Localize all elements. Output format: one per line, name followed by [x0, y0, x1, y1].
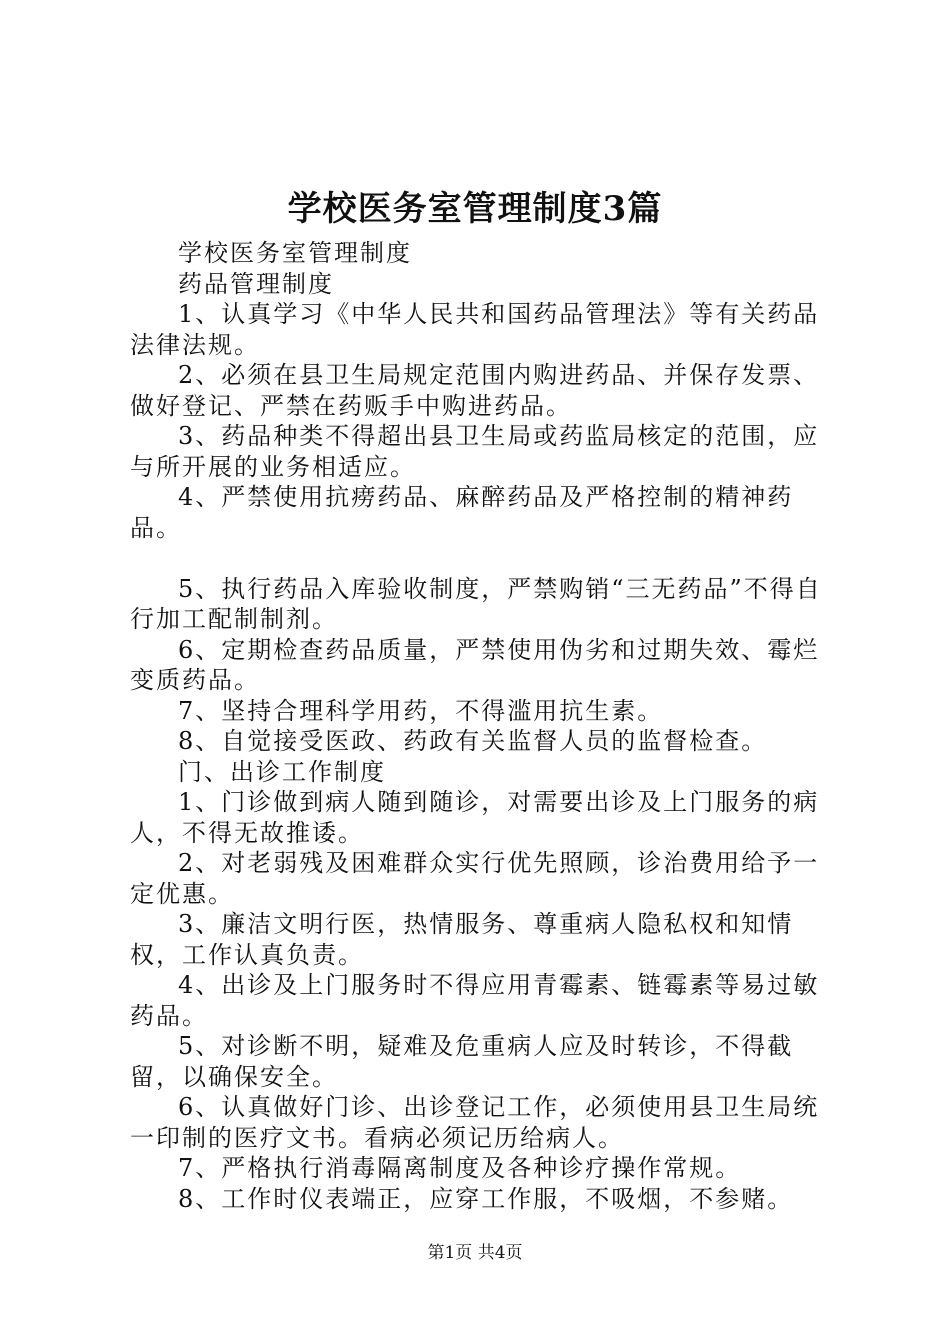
rule-item: 8、工作时仪表端正，应穿工作服，不吸烟，不参赌。	[178, 1184, 794, 1213]
rule-item: 5、执行药品入库验收制度，严禁购销“三无药品”不得自行加工配制制剂。	[130, 574, 822, 633]
rule-item: 3、药品种类不得超出县卫生局或药监局核定的范围，应与所开展的业务相适应。	[130, 422, 820, 481]
rule-item: 2、必须在县卫生局规定范围内购进药品、并保存发票、做好登记、严禁在药贩手中购进药品。	[130, 361, 820, 420]
blank-line	[130, 543, 836, 574]
rule-item: 4、出诊及上门服务时不得应用青霉素、链霉素等易过敏药品。	[130, 971, 820, 1030]
rule-item: 1、认真学习《中华人民共和国药品管理法》等有关药品法律法规。	[130, 300, 820, 359]
subsection-heading: 药品管理制度	[178, 269, 334, 298]
rule-item: 3、廉洁文明行医，热情服务、尊重病人隐私权和知情权，工作认真负责。	[130, 910, 794, 969]
page-footer: 第1页 共4页	[427, 1243, 523, 1263]
document-body	[130, 238, 836, 1214]
rule-item: 6、定期检查药品质量，严禁使用伪劣和过期失效、霉烂变质药品。	[130, 635, 820, 694]
rule-item: 5、对诊断不明，疑难及危重病人应及时转诊，不得截留，以确保安全。	[130, 1032, 794, 1091]
rule-item: 8、自觉接受医政、药政有关监督人员的监督检查。	[178, 727, 768, 755]
rule-item: 4、严禁使用抗痨药品、麻醉药品及严格控制的精神药品。	[130, 483, 794, 542]
rule-item: 1、门诊做到病人随到随诊，对需要出诊及上门服务的病人，不得无故推诿。	[130, 788, 820, 847]
section-heading: 学校医务室管理制度	[178, 239, 412, 267]
rule-item: 7、严格执行消毒隔离制度及各种诊疗操作常规。	[178, 1154, 742, 1182]
rule-item: 7、坚持合理科学用药，不得滥用抗生素。	[178, 696, 664, 725]
subsection-heading: 门、出诊工作制度	[178, 757, 386, 786]
document-title: 学校医务室管理制度3篇	[287, 189, 663, 229]
rule-item: 6、认真做好门诊、出诊登记工作，必须使用县卫生局统一印制的医疗文书。看病必须记历给病人。	[130, 1093, 820, 1152]
rule-item: 2、对老弱残及困难群众实行优先照顾，诊治费用给予一定优惠。	[130, 849, 820, 908]
